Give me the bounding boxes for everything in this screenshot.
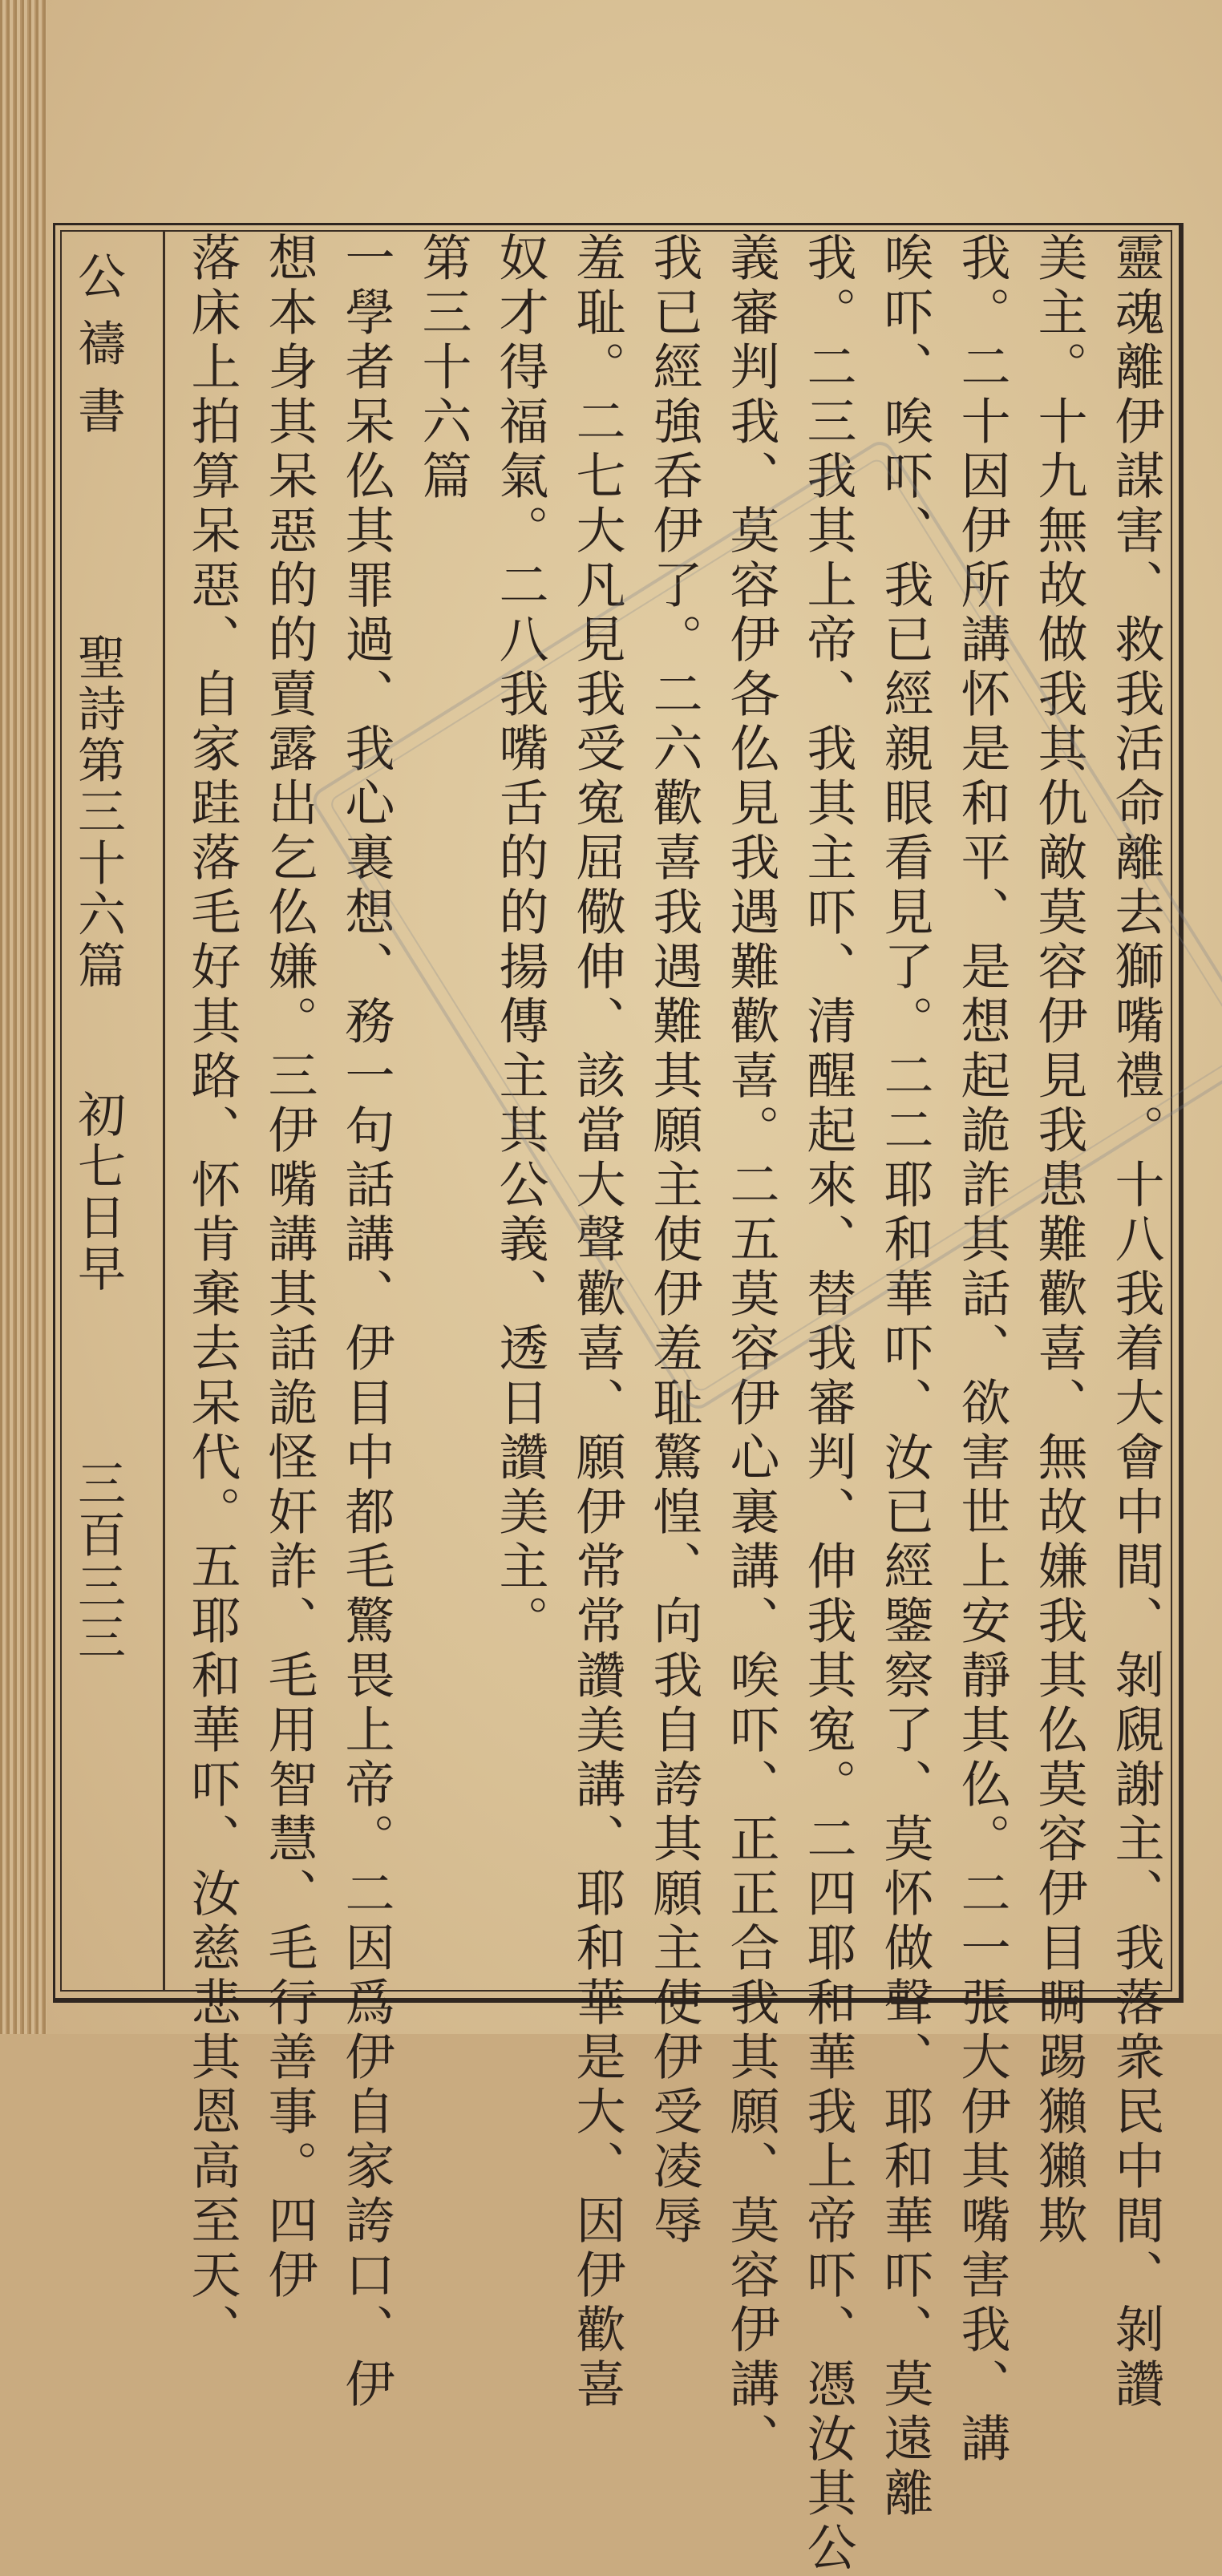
text-column: 美主。十九無故做我其仇敵莫容伊見我患難歡喜、無故嫌我其仫莫容伊目睭踢獺獺欺 bbox=[1030, 232, 1088, 2249]
book-page-edges bbox=[0, 0, 50, 2034]
running-head-day: 初七日早 bbox=[70, 1090, 126, 1295]
running-head bbox=[62, 232, 142, 1990]
text-column: 我。二十因伊所講怀是和平、是想起詭詐其話、欲害世上安靜其仫。二一張大伊其嘴害我、講 bbox=[953, 232, 1011, 2467]
page-number: 三百三三 bbox=[70, 1458, 126, 1664]
text-column: 一學者呆仫其罪過、我心裏想、務一句話講、伊目中都毛驚畏上帝。二因爲伊自家誇口、伊 bbox=[337, 232, 395, 2412]
text-column: 唉吓、唉吓、我已經親眼看見了。二二耶和華吓、汝已經鑒察了、莫怀做聲、耶和華吓、莫遠離 bbox=[876, 232, 934, 2521]
running-head-divider bbox=[163, 232, 165, 1990]
text-column: 靈魂離伊謀害、救我活命離去獅嘴禮。十八我着大會中間、剝覛謝主、我落衆民中間、剝讚 bbox=[1107, 232, 1165, 2412]
text-column: 奴才得福氣。二八我嘴舌的的揚傳主其公義、透日讚美主。 bbox=[491, 232, 549, 1649]
psalm-heading: 第三十六篇 bbox=[414, 232, 472, 504]
text-column: 落床上拍算呆惡、自家跬落毛好其路、怀肯棄去呆代。五耶和華吓、汝慈悲其恩高至天、 bbox=[183, 232, 241, 2358]
text-column: 羞耻。二七大凡見我受寃屈儆伸、該當大聲歡喜、願伊常常讚美講、耶和華是大、因伊歡喜 bbox=[568, 232, 626, 2412]
text-column: 我已經強呑伊了。二六歡喜我遇難其願主使伊羞耻驚惶、向我自誇其願主使伊受凌辱 bbox=[645, 232, 703, 2249]
running-head-title: 公禱書 bbox=[70, 251, 126, 453]
text-column: 義審判我、莫容伊各仫見我遇難歡喜。二五莫容伊心裏講、唉吓、正正合我其願、莫容伊講、 bbox=[722, 232, 780, 2467]
text-column: 想本身其呆惡的的賣露出乞仫嫌。三伊嘴講其話詭怪奸詐、毛用智慧、毛行善事。四伊 bbox=[260, 232, 318, 2303]
text-column: 我。二三我其上帝、我其主吓、清醒起來、替我審判、伸我其寃。二四耶和華我上帝吓、憑汝其公 bbox=[799, 232, 857, 2576]
running-head-book: 聖詩第三十六篇 bbox=[70, 633, 126, 992]
